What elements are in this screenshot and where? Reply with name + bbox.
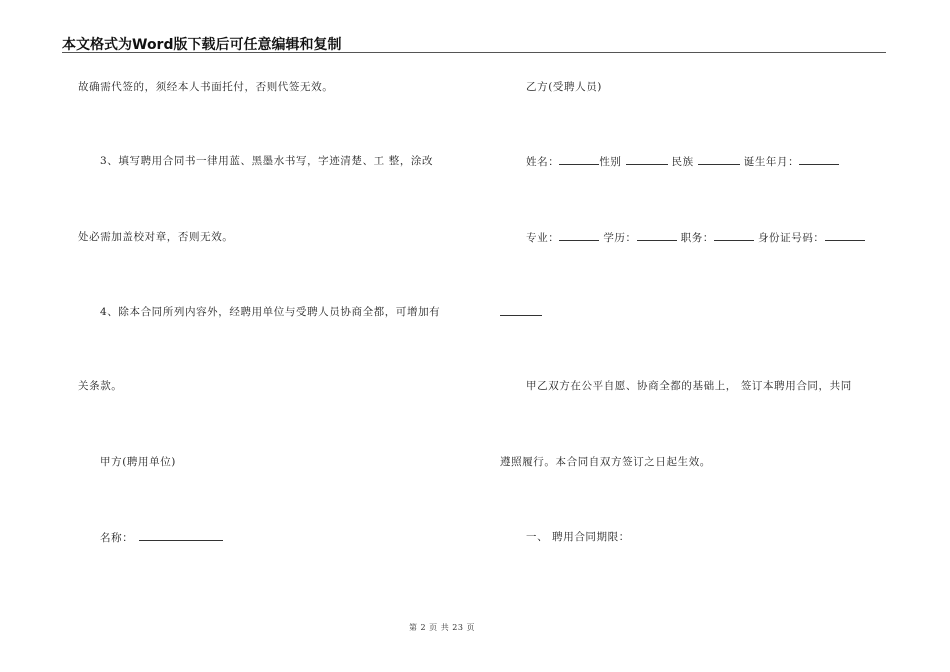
party-a-name-label: 名称： xyxy=(100,532,134,544)
party-a-name-blank xyxy=(139,530,223,541)
document-header-title: 本文格式为Word版下载后可任意编辑和复制 xyxy=(62,37,342,53)
left-paragraph-3: 处必需加盖校对章，否则无效。 xyxy=(78,231,234,243)
party-b-name-label: 姓名： xyxy=(526,156,560,168)
party-b-ethnicity-blank xyxy=(698,154,740,165)
page-number-footer: 第 2 页 共 23 页 xyxy=(409,623,475,632)
party-b-id-continuation xyxy=(500,305,542,320)
party-b-major-blank xyxy=(559,230,599,241)
party-b-birth-blank xyxy=(799,154,839,165)
party-b-education-label: 学历： xyxy=(603,232,637,244)
agreement-paragraph-2: 遵照履行。本合同自双方签订之日起生效。 xyxy=(500,456,711,468)
left-paragraph-2: 3、填写聘用合同书一律用蓝、黑墨水书写，字迹清楚、工 整，涂改 xyxy=(100,155,434,167)
party-b-gender-label: 性别 xyxy=(599,156,622,168)
party-b-position-blank xyxy=(714,230,754,241)
left-paragraph-4: 4、除本合同所列内容外，经聘用单位与受聘人员协商全都，可增加有 xyxy=(100,306,441,318)
party-b-ethnicity-label: 民族 xyxy=(671,156,694,168)
party-b-birth-label: 诞生年月： xyxy=(743,156,800,168)
party-b-gender-blank xyxy=(626,154,668,165)
section-1-heading: 一、 聘用合同期限： xyxy=(526,531,630,543)
party-b-major-label: 专业： xyxy=(526,232,560,244)
header-divider xyxy=(62,52,886,53)
party-b-id-label: 身份证号码： xyxy=(757,232,825,244)
party-b-education-blank xyxy=(637,230,677,241)
party-b-personal-line xyxy=(526,154,839,169)
agreement-paragraph-1: 甲乙双方在公平自愿、协商全都的基础上， 签订本聘用合同，共同 xyxy=(526,380,852,392)
party-b-heading: 乙方(受聘人员) xyxy=(526,81,602,93)
party-b-id-blank-continued xyxy=(500,305,542,316)
left-paragraph-5: 关条款。 xyxy=(78,380,123,392)
left-paragraph-1: 故确需代签的，须经本人书面托付，否则代签无效。 xyxy=(78,81,334,93)
party-b-profile-line xyxy=(526,230,865,245)
party-a-name-line xyxy=(100,530,223,545)
party-b-id-blank xyxy=(825,230,865,241)
party-b-position-label: 职务： xyxy=(680,232,714,244)
party-a-heading: 甲方(聘用单位) xyxy=(100,456,176,468)
party-b-name-blank xyxy=(559,154,599,165)
